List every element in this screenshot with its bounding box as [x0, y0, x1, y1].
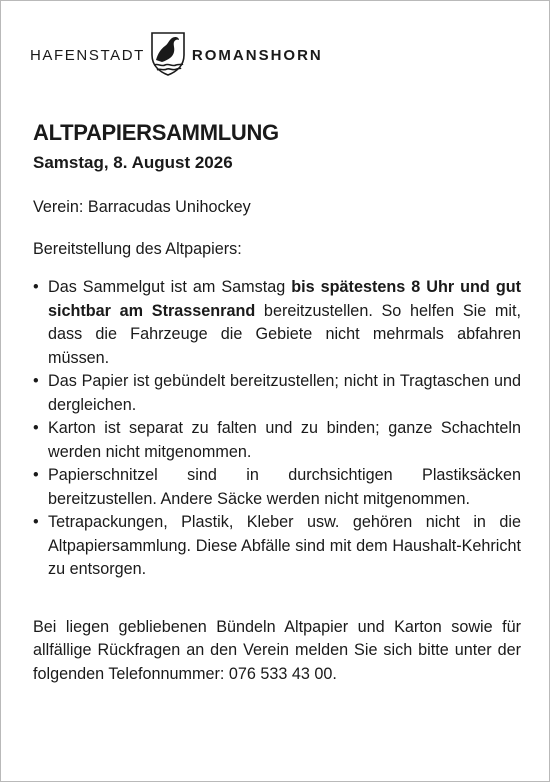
list-item-text: Karton ist separat zu falten und zu binden; ganze Schachteln werden nicht mitgenommen.: [48, 419, 521, 461]
contact-paragraph: Bei liegen gebliebenen Bündeln Altpapier und Karton sowie für allfällige Rückfragen an den Verein melden Sie sich bitte unter der folgenden Telefonnummer: 076 533 43 00.: [33, 617, 521, 683]
list-item-text: Das Papier ist gebündelt bereitzustellen; nicht in Tragtaschen und dergleichen.: [48, 372, 521, 414]
logo-text-romanshorn: ROMANSHORN: [191, 46, 323, 64]
list-item: [33, 464, 521, 511]
bullet-icon: •: [33, 372, 39, 390]
list-item-text-bold: bis spätestens 8 Uhr und gut sichtbar am Strassenrand: [48, 278, 521, 320]
list-item-text-post: bereitzustellen. So helfen Sie mit, dass die Fahrzeuge die Gebiete nicht mehrmals abfahren müssen.: [48, 301, 521, 367]
organizing-club: Verein: Barracudas Unihockey: [33, 198, 251, 216]
bullet-icon: •: [33, 513, 39, 531]
notice-title: ALTPAPIERSAMMLUNG: [33, 120, 279, 145]
bullet-icon: •: [33, 278, 39, 296]
collection-date: Samstag, 8. August 2026: [33, 153, 233, 172]
list-item-text: Tetrapackungen, Plastik, Kleber usw. gehören nicht in die Altpapiersammlung. Diese Abfälle sind mit dem Haushalt-Kehricht zu entsorgen.: [48, 513, 521, 578]
list-item: [33, 370, 521, 417]
instruction-list: [33, 276, 521, 582]
coat-of-arms-icon: [148, 29, 188, 77]
list-item: [33, 511, 521, 582]
list-item-text-pre: Das Sammelgut ist am Samstag: [48, 278, 292, 296]
notice-content: [33, 119, 521, 686]
logo-text-hafenstadt: HAFENSTADT: [30, 46, 145, 64]
bullet-icon: •: [33, 419, 39, 437]
town-logo: [30, 29, 323, 77]
instructions-intro: Bereitstellung des Altpapiers:: [33, 239, 242, 258]
list-item: [33, 276, 521, 370]
list-item-text: Papierschnitzel sind in durchsichtigen Plastiksäcken bereitzustellen. Andere Säcke werden nicht mitgenommen.: [48, 466, 521, 508]
bullet-icon: •: [33, 466, 39, 484]
list-item: [33, 417, 521, 464]
